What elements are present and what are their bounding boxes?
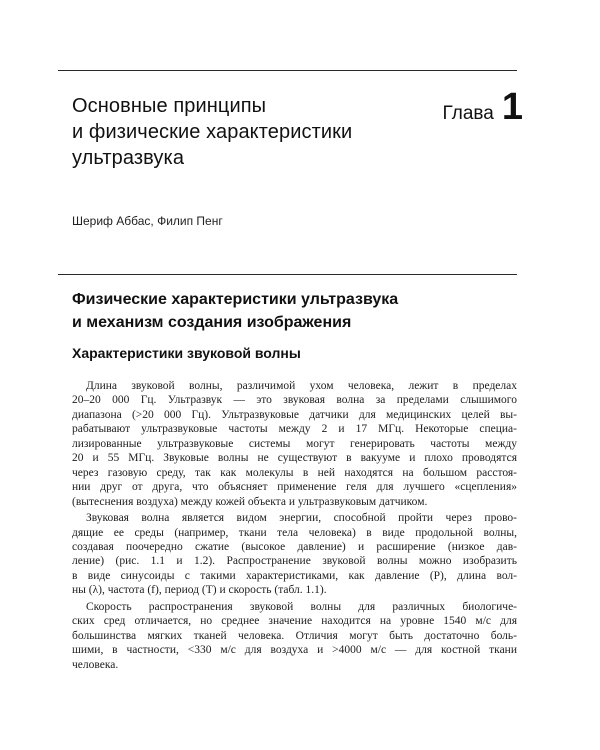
section-title-line: и механизм создания изображения [72, 314, 352, 331]
section-title [72, 288, 502, 334]
text-line: диапазона (>20 000 Гц). Ультразвуковые датчики для медицинских целей вы- [72, 408, 517, 421]
text-fragment: Скорость распространения звуковой волны для различных биологиче- [86, 600, 517, 613]
chapter-title [72, 93, 402, 171]
section-title-line: Физические характеристики ультразвука [72, 291, 399, 308]
text-line [72, 600, 517, 614]
text-line: лизированные ультразвуковые системы могут генерировать частоты между [72, 437, 517, 450]
text-line: в виде синусоиды с такими характеристиками, как давление (P), длина вол- [72, 569, 517, 582]
text-fragment: Звуковая волна является видом энергии, способной пройти через прово- [86, 512, 517, 525]
chapter-word: Глава [442, 103, 494, 124]
chapter-title-line: и физические характеристики [72, 121, 353, 143]
chapter-title-line: ультразвука [72, 147, 185, 169]
text-line: (вытеснения воздуха) между кожей объекта и ультразвуковым датчиком. [72, 495, 428, 508]
top-horizontal-rule [58, 70, 517, 71]
text-line: большинства мягких тканей человека. Отличия могут быть достаточно боль- [72, 629, 517, 642]
body-text [72, 379, 517, 674]
section-divider-rule [58, 274, 517, 275]
chapter-label [413, 88, 523, 130]
text-line: создавая поочередно сжатие (высокое давление) и расширение (низкое дав- [72, 540, 517, 553]
text-line: шими, в частности, <330 м/с для воздуха и >4000 м/с — для костной ткани [72, 644, 517, 657]
paragraph [72, 600, 517, 672]
text-line: 20–20 000 Гц. Ультразвук — это звуковая волна за пределами слышимого [72, 394, 517, 407]
text-line: нии друг от друга, что объясняет применение геля для лучшего «сцепления» [72, 481, 517, 494]
paragraph [72, 511, 517, 598]
subsection-title: Характеристики звуковой волны [72, 345, 301, 361]
text-fragment: Длина звуковой волны, различимой ухом человека, лежит в пределах [86, 380, 517, 392]
text-line: ление) (рис. 1.1 и 1.2). Распространение звуковой волны можно изобразить [72, 555, 517, 568]
text-line: ны (λ), частота (f), период (T) и скорость (табл. 1.1). [72, 584, 327, 597]
text-line: дящие ее среды (например, ткани тела человека) в виде продольной волны, [72, 526, 517, 539]
chapter-authors: Шериф Аббас, Филип Пенг [72, 214, 223, 228]
text-line: 20 и 55 МГц. Звуковые волны не существуют в вакууме и плохо проводятся [72, 452, 517, 465]
text-line [72, 379, 517, 393]
chapter-title-line: Основные принципы [72, 95, 267, 117]
text-line [72, 511, 517, 525]
text-line: через газовую среду, так как молекулы в ней находятся на большом расстоя- [72, 466, 517, 479]
text-line: рабатывают ультразвуковые частоты между 2 и 17 МГц. Некоторые специа- [72, 423, 517, 436]
text-line: ских сред отличается, но среднее значение находится на уровне 1540 м/с для [72, 615, 517, 628]
chapter-number: 1 [501, 86, 523, 128]
paragraph [72, 379, 517, 509]
text-line: человека. [72, 658, 119, 671]
